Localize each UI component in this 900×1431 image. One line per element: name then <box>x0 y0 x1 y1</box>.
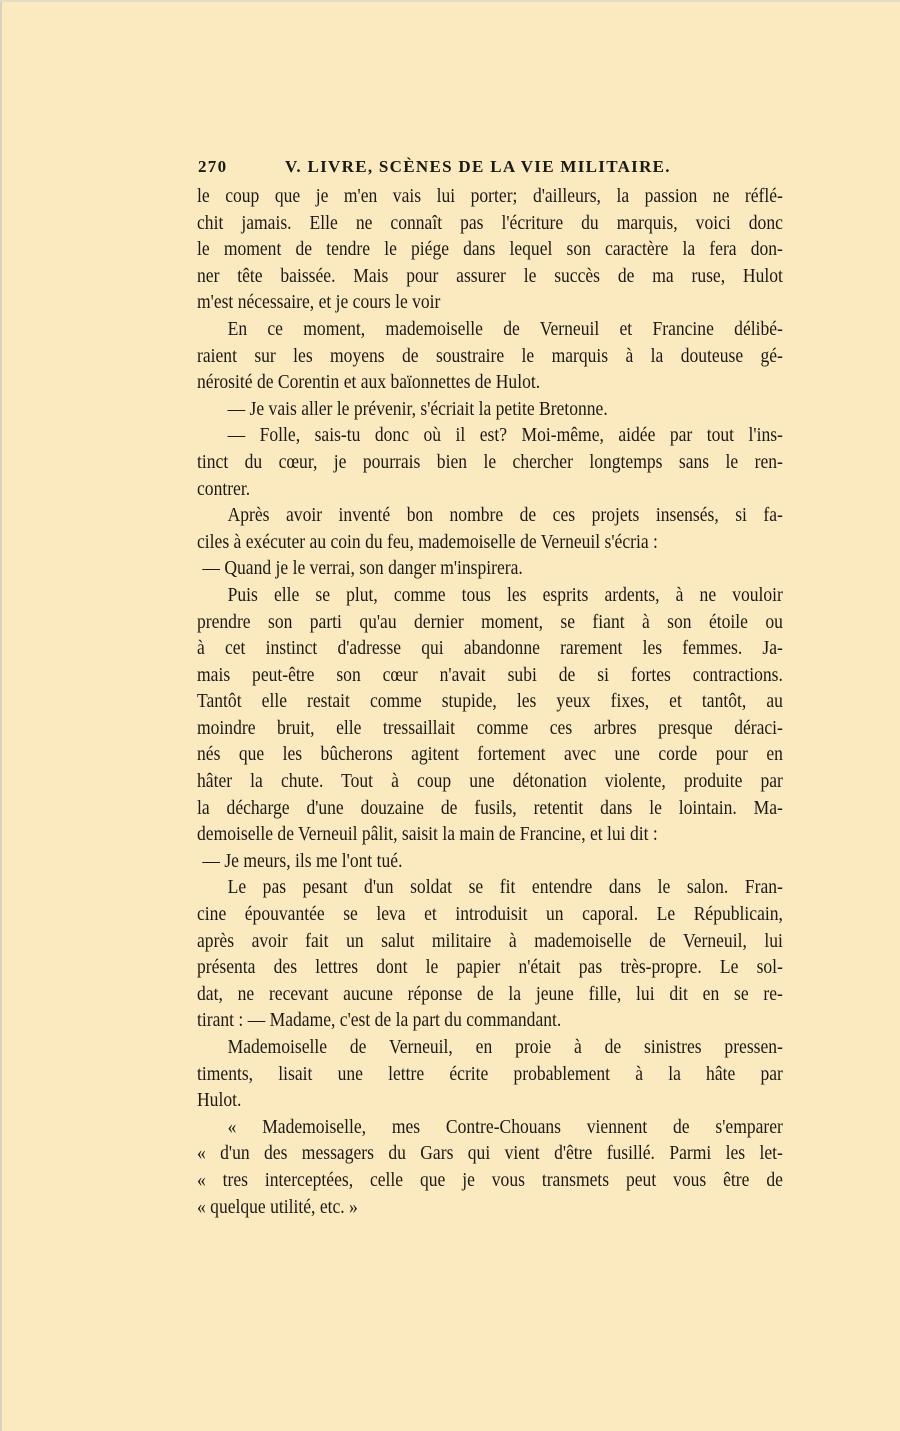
text-line: « quelque utilité, etc. » <box>197 1196 358 1218</box>
text-line: — Quand je le verrai, son danger m'inspirera. <box>202 558 523 580</box>
text-line: « Mademoiselle, mes Contre-Chouans viennent de s'emparer <box>227 1116 783 1138</box>
text-line: cine épouvantée se leva et introduisit un caporal. Le Républicain, <box>197 904 783 926</box>
text-line: « d'un des messagers du Gars qui vient d'être fusillé. Parmi les let- <box>197 1143 783 1165</box>
text-line: ner tête baissée. Mais pour assurer le succès de ma ruse, Hulot <box>197 265 783 287</box>
page-number: 270 <box>198 157 228 176</box>
text-line: Tantôt elle restait comme stupide, les yeux fixes, et tantôt, au <box>197 691 783 713</box>
text-line: contrer. <box>197 478 251 500</box>
text-line: — Je vais aller le prévenir, s'écriait la petite Bretonne. <box>227 398 608 420</box>
running-title: V. LIVRE, SCÈNES DE LA VIE MILITAIRE. <box>285 157 671 176</box>
text-line: m'est nécessaire, et je cours le voir <box>197 292 441 314</box>
text-line: — Je meurs, ils me l'ont tué. <box>202 850 403 872</box>
text-line: nés que les bûcherons agitent fortement avec une corde pour en <box>197 744 783 766</box>
text-line: Le pas pesant d'un soldat se fit entendre dans le salon. Fran- <box>227 877 783 899</box>
text-line: à cet instinct d'adresse qui abandonne rarement les femmes. Ja- <box>197 638 783 660</box>
text-line: moindre bruit, elle tressaillait comme ces arbres presque déraci- <box>197 717 783 739</box>
text-line: le coup que je m'en vais lui porter; d'ailleurs, la passion ne réflé- <box>197 186 783 207</box>
text-line: dat, ne recevant aucune réponse de la jeune fille, lui dit en se re- <box>197 983 783 1005</box>
text-line: Hulot. <box>197 1090 242 1112</box>
text-line: « tres interceptées, celle que je vous transmets peut vous être de <box>197 1169 783 1191</box>
text-line: la décharge d'une douzaine de fusils, retentit dans le lointain. Ma- <box>197 797 783 819</box>
text-line: tirant : — Madame, c'est de la part du commandant. <box>197 1010 562 1032</box>
text-line: raient sur les moyens de soustraire le marquis à la douteuse gé- <box>197 345 783 367</box>
text-line: nérosité de Corentin et aux baïonnettes de Hulot. <box>197 372 541 394</box>
text-line: présenta des lettres dont le papier n'était pas très-propre. Le sol- <box>197 957 783 979</box>
page-edge-top <box>0 0 900 2</box>
body-text <box>197 184 783 1221</box>
running-head <box>198 157 784 183</box>
text-line: Puis elle se plut, comme tous les esprits ardents, à ne vouloir <box>227 584 783 606</box>
text-line: En ce moment, mademoiselle de Verneuil et Francine délibé- <box>227 318 783 340</box>
page-edge-left <box>0 0 2 1431</box>
text-line: mais peut-être son cœur n'avait subi de si fortes contractions. <box>197 664 783 686</box>
text-line: le moment de tendre le piége dans lequel son caractère la fera don- <box>197 239 783 261</box>
text-line: Mademoiselle de Verneuil, en proie à de sinistres pressen- <box>227 1037 783 1058</box>
text-line: tinct du cœur, je pourrais bien le chercher longtemps sans le ren- <box>197 451 783 473</box>
text-line: — Folle, sais-tu donc où il est? Moi-même, aidée par tout l'ins- <box>227 425 783 447</box>
text-line: après avoir fait un salut militaire à mademoiselle de Verneuil, lui <box>197 930 783 952</box>
text-line: ciles à exécuter au coin du feu, mademoiselle de Verneuil s'écria : <box>197 531 658 553</box>
text-line: chit jamais. Elle ne connaît pas l'écriture du marquis, voici donc <box>197 212 783 234</box>
text-line: Après avoir inventé bon nombre de ces projets insensés, si fa- <box>227 505 783 527</box>
text-line: timents, lisait une lettre écrite probablement à la hâte par <box>197 1063 783 1085</box>
text-line: demoiselle de Verneuil pâlit, saisit la main de Francine, et lui dit : <box>197 824 658 846</box>
text-line: prendre son parti qu'au dernier moment, se fiant à son étoile ou <box>197 611 783 633</box>
text-line: hâter la chute. Tout à coup une détonation violente, produite par <box>197 771 783 793</box>
